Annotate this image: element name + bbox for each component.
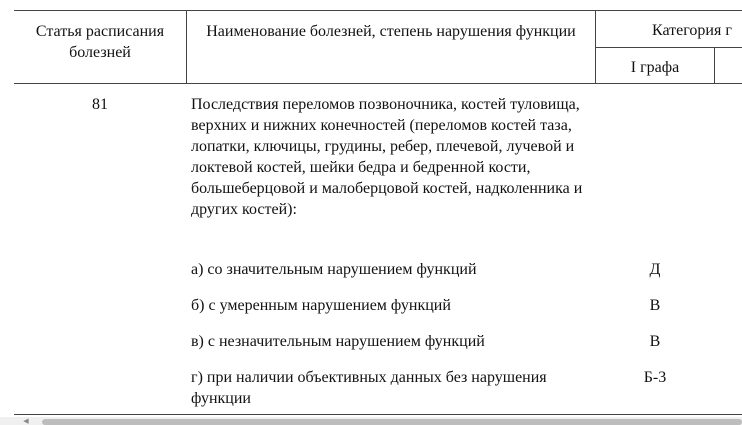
- header-divider-1: [186, 10, 187, 84]
- header-name: Наименование болезней, степень нарушения функции: [206, 23, 576, 40]
- header-category: Категория г: [652, 22, 732, 39]
- horizontal-scrollbar[interactable]: [0, 417, 742, 425]
- subitem-b-category: В: [649, 297, 661, 314]
- header-column-1: I графа: [630, 59, 680, 76]
- scrollbar-thumb[interactable]: [42, 419, 742, 425]
- subitem-v-category: В: [649, 333, 661, 350]
- subitem-b-name: б) с умеренным нарушением функций: [191, 297, 451, 314]
- subitem-v-name: в) с незначительным нарушением функций: [191, 333, 485, 350]
- header-top-border: [14, 10, 742, 11]
- disease-name: Последствия переломов позвоночника, костей туловища, верхних и нижних конечностей (переломов костей таза, лопатки, ключицы, грудины, ребер, плечевой, лучевой и локтевой костей, шейки бедра и бедренной кости, большеберцовой и малоберцовой костей, надколенника и других костей):: [191, 96, 583, 218]
- header-article: Статья расписания болезней: [35, 23, 165, 61]
- subitem-g-category: Б-3: [643, 369, 667, 386]
- category-subheader-border: [596, 47, 742, 48]
- subitem-g-name: г) при наличии объективных данных без нарушения функции: [191, 369, 547, 407]
- header-divider-3: [714, 47, 715, 84]
- header-bottom-border: [14, 83, 742, 84]
- scroll-left-arrow-icon[interactable]: ◀: [23, 417, 29, 425]
- table-bottom-border: [14, 414, 742, 415]
- subitem-a-category: Д: [649, 261, 661, 278]
- article-number: 81: [92, 96, 108, 113]
- subitem-a-name: а) со значительным нарушением функций: [191, 261, 477, 278]
